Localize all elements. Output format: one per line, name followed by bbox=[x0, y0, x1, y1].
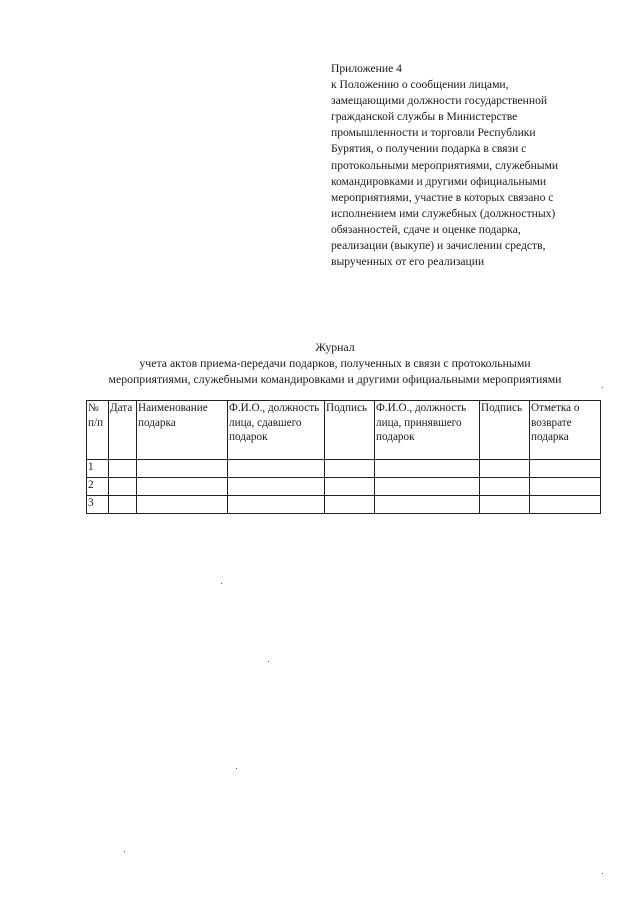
annex-line: мероприятиями, участие в которых связано с bbox=[331, 190, 554, 204]
table-row bbox=[87, 496, 601, 514]
journal-table bbox=[86, 400, 601, 514]
table-cell bbox=[325, 460, 375, 478]
table-cell bbox=[137, 478, 228, 496]
annex-line: исполнением ими служебных (должностных) bbox=[331, 206, 556, 220]
table-cell bbox=[530, 496, 601, 514]
table-cell bbox=[480, 460, 530, 478]
table-row bbox=[87, 478, 601, 496]
annex-line: Приложение 4 bbox=[331, 62, 402, 75]
table-cell bbox=[375, 478, 480, 496]
annex-line: к Положению о сообщении лицами, bbox=[331, 78, 509, 92]
journal-subtitle-line: мероприятиями, служебными командировками и другими официальными мероприятиями bbox=[108, 372, 562, 386]
column-header-receiver-signature: Подпись bbox=[480, 401, 530, 460]
annex-line: гражданской службы в Министерстве bbox=[331, 110, 518, 124]
annex-line: замещающими должности государственной bbox=[331, 94, 548, 108]
table-cell: 2 bbox=[87, 478, 109, 496]
table-cell bbox=[228, 460, 325, 478]
scan-speck bbox=[124, 851, 125, 852]
table-cell bbox=[375, 496, 480, 514]
table-cell bbox=[109, 478, 137, 496]
table-row bbox=[87, 460, 601, 478]
annex-block bbox=[331, 61, 606, 270]
column-header-return-mark: Отметка о возврате подарка bbox=[530, 401, 601, 460]
column-header-gift-name: Наименование подарка bbox=[137, 401, 228, 460]
column-header-receiver: Ф.И.О., должность лица, принявшего подарок bbox=[375, 401, 480, 460]
column-header-giver: Ф.И.О., должность лица, сдавшего подарок bbox=[228, 401, 325, 460]
table-header-row bbox=[87, 401, 601, 460]
annex-line: командировками и другими официальными bbox=[331, 174, 547, 188]
scan-speck bbox=[236, 768, 237, 769]
annex-line: промышленности и торговли Республики bbox=[331, 126, 536, 140]
annex-line: Бурятия, о получении подарка в связи с bbox=[331, 142, 527, 156]
scan-speck bbox=[602, 873, 603, 874]
annex-line: вырученных от его реализации bbox=[331, 255, 485, 269]
table-cell bbox=[480, 478, 530, 496]
annex-line: реализации (выкупе) и зачислении средств, bbox=[331, 239, 546, 253]
table-cell bbox=[228, 496, 325, 514]
table-cell bbox=[109, 496, 137, 514]
column-header-date: Дата bbox=[109, 401, 137, 460]
column-header-number: № п/п bbox=[87, 401, 109, 460]
annex-line: протокольными мероприятиями, служебными bbox=[331, 158, 559, 172]
table-cell bbox=[325, 496, 375, 514]
table-cell: 3 bbox=[87, 496, 109, 514]
table-cell bbox=[228, 478, 325, 496]
scan-speck bbox=[602, 387, 603, 388]
column-header-giver-signature: Подпись bbox=[325, 401, 375, 460]
table-cell bbox=[109, 460, 137, 478]
table-cell bbox=[137, 460, 228, 478]
annex-line: обязанностей, сдаче и оценке подарка, bbox=[331, 222, 521, 236]
journal-heading bbox=[70, 339, 600, 387]
table-cell bbox=[530, 460, 601, 478]
table-cell bbox=[375, 460, 480, 478]
table-cell bbox=[137, 496, 228, 514]
table-cell bbox=[530, 478, 601, 496]
table-cell: 1 bbox=[87, 460, 109, 478]
table-cell bbox=[325, 478, 375, 496]
journal-title: Журнал bbox=[315, 340, 355, 354]
scan-speck bbox=[268, 661, 269, 662]
journal-subtitle-line: учета актов приема-передачи подарков, полученных в связи с протокольными bbox=[139, 356, 531, 370]
scan-speck bbox=[221, 583, 222, 584]
table-cell bbox=[480, 496, 530, 514]
